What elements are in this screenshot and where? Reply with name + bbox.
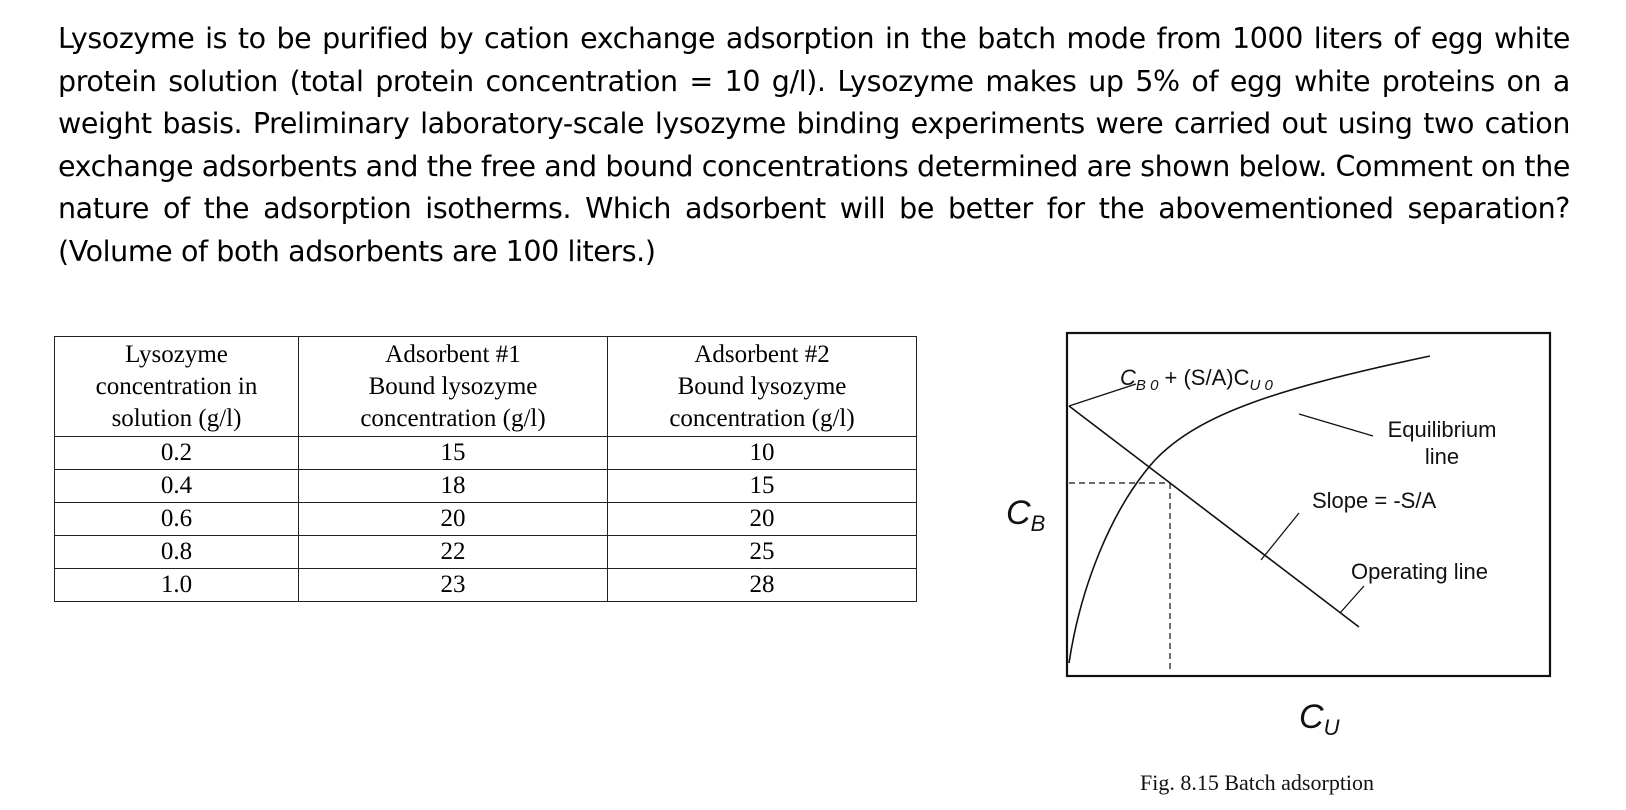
table-cell: 20 [299, 503, 608, 536]
header-adsorbent-2: Adsorbent #2 Bound lysozyme concentration (g/l) [608, 337, 917, 437]
table-cell: 20 [608, 503, 917, 536]
problem-line: nature of the adsorption isotherms. Which adsorbent will be better for the abovementioned separation? [58, 192, 1570, 225]
operating-line-label: Operating line [1351, 559, 1488, 584]
table-cell: 10 [608, 437, 917, 470]
problem-line: exchange adsorbents and the free and bound concentrations determined are shown below. Comment on the [58, 149, 1570, 183]
x-axis-label: $C_U$ [1299, 698, 1340, 740]
table-cell: 1.0 [55, 569, 299, 602]
table-cell: 0.8 [55, 536, 299, 569]
table-cell: 0.4 [55, 470, 299, 503]
table-row [55, 503, 917, 536]
operating-leader [1340, 586, 1364, 613]
table-cell: 23 [299, 569, 608, 602]
problem-line: weight basis. Preliminary laboratory-scale lysozyme binding experiments were carried out using two cation [58, 107, 1570, 140]
table-cell: 22 [299, 536, 608, 569]
header-adsorbent-1: Adsorbent #1 Bound lysozyme concentration (g/l) [299, 337, 608, 437]
problem-line: protein solution (total protein concentration = 10 g/l). Lysozyme makes up 5% of egg white proteins on a [58, 64, 1570, 98]
problem-line: (Volume of both adsorbents are 100 liters.) [58, 234, 656, 268]
table-cell: 15 [299, 437, 608, 470]
problem-statement [58, 18, 1570, 273]
slope-leader [1261, 513, 1299, 560]
table-row [55, 536, 917, 569]
equilibrium-label-line: line [1424, 444, 1460, 469]
table-cell: 0.6 [55, 503, 299, 536]
table-row [55, 470, 917, 503]
table-cell: 0.2 [55, 437, 299, 470]
header-solution-concentration: Lysozyme concentration in solution (g/l) [55, 337, 299, 437]
y-axis-label: $C_B$ [1006, 494, 1046, 536]
equilibrium-label: Equilibrium [1387, 417, 1497, 442]
slope-label: Slope = -S/A [1312, 488, 1437, 513]
batch-adsorption-figure [960, 320, 1626, 810]
table-row [55, 437, 917, 470]
table-row [55, 569, 917, 602]
equilibrium-leader [1299, 414, 1373, 436]
table-cell: 28 [608, 569, 917, 602]
table-header-row [55, 337, 917, 437]
initial-state-label: $C_{B 0} + (S/A)C_{U 0}$ [1120, 365, 1273, 394]
table-cell: 18 [299, 470, 608, 503]
table-cell: 25 [608, 536, 917, 569]
figure-caption: Fig. 8.15 Batch adsorption [1140, 770, 1375, 795]
table-cell: 15 [608, 470, 917, 503]
operating-line [1069, 406, 1359, 627]
binding-data-table [54, 336, 917, 602]
problem-line: Lysozyme is to be purified by cation exchange adsorption in the batch mode from 1000 liters of egg white [58, 22, 1570, 55]
